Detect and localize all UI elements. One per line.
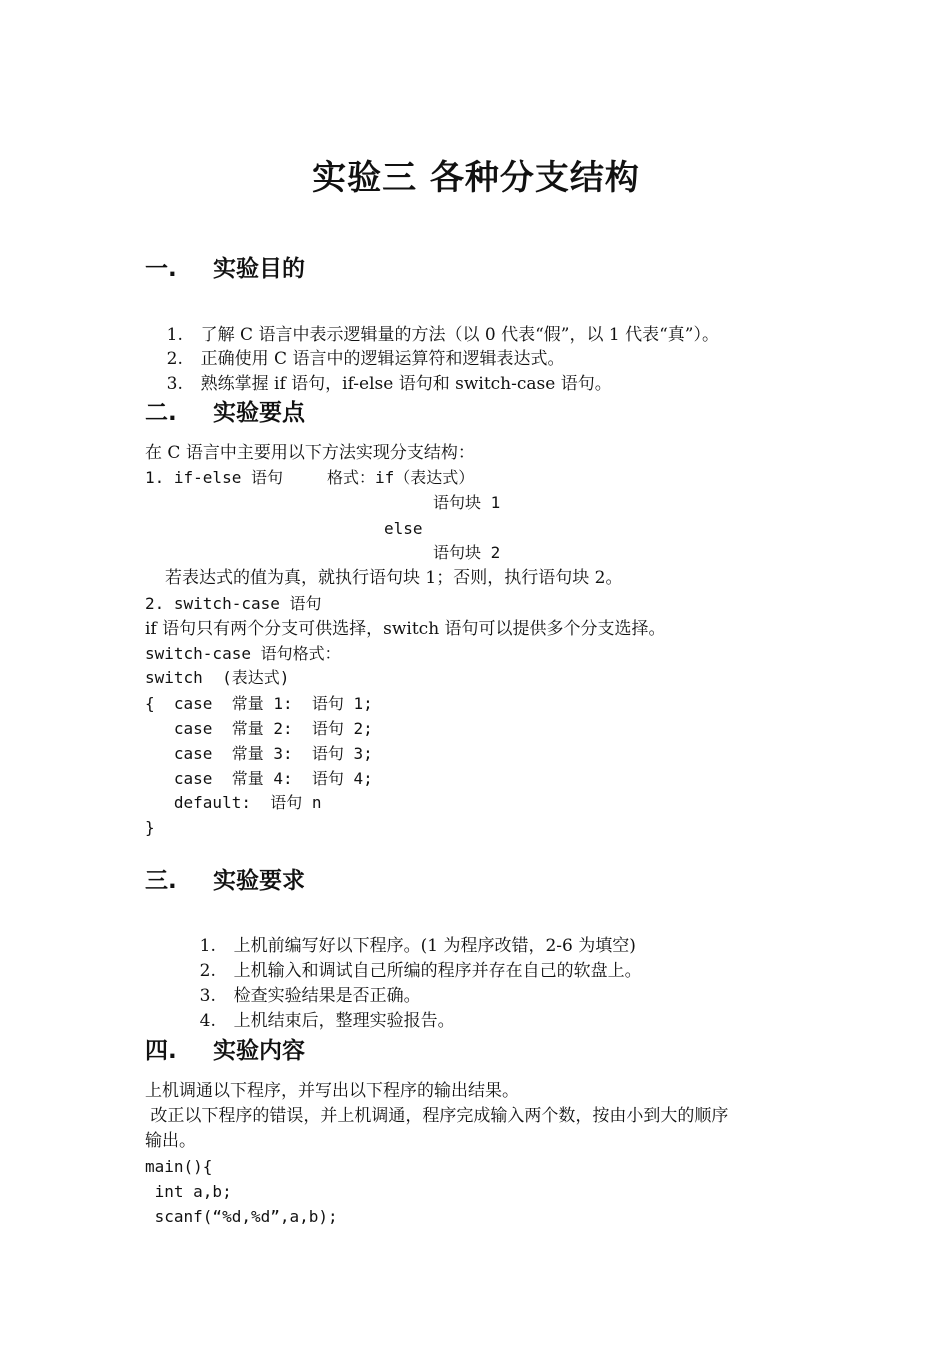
- section-2-heading: [145, 394, 305, 427]
- sec4-paragraph-2a: 改正以下程序的错误，并上机调通，程序完成输入两个数，按由小到大的顺序: [145, 1106, 729, 1126]
- sec1-item-1-text: 了解 C 语言中表示逻辑量的方法（以 0 代表“假”，以 1 代表“真”）。: [200, 325, 719, 345]
- switch-code-line: default: 语句 n: [145, 793, 322, 812]
- sec1-item-3-text: 熟练掌握 if 语句，if-else 语句和 switch-case 语句。: [200, 374, 612, 394]
- sec3-item-1-text: 上机前编写好以下程序。(1 为程序改错，2-6 为填空): [233, 936, 636, 956]
- sec4-paragraph-1: 上机调通以下程序，并写出以下程序的输出结果。: [145, 1081, 519, 1101]
- switch-code-line: { case 常量 1: 语句 1;: [145, 694, 373, 713]
- sec1-item-3-number: 3.: [166, 374, 183, 394]
- switch-format-label: switch-case 语句格式：: [145, 644, 341, 663]
- sec2-intro: 在 C 语言中主要用以下方法实现分支结构：: [145, 443, 475, 463]
- sec1-item-2-text: 正确使用 C 语言中的逻辑运算符和逻辑表达式。: [200, 349, 565, 369]
- sec3-item-3-number: 3.: [199, 986, 216, 1006]
- sec1-item-2-number: 2.: [166, 349, 183, 369]
- sec4-paragraph-2b: 输出。: [145, 1131, 196, 1151]
- sec3-item-1-number: 1.: [199, 936, 216, 956]
- switch-code-line: case 常量 3: 语句 3;: [145, 744, 373, 763]
- switch-code-line: }: [145, 818, 155, 837]
- switch-head: switch (表达式): [145, 668, 290, 687]
- sec4-code-line: scanf(“%d,%d”,a,b);: [145, 1207, 338, 1226]
- sec3-item-2-text: 上机输入和调试自己所编的程序并存在自己的软盘上。: [233, 961, 642, 981]
- section-3-heading: [145, 862, 305, 895]
- ifelse-else: else: [384, 519, 423, 538]
- section-4-number: 四.: [145, 1038, 177, 1064]
- section-1-title: 实验目的: [213, 256, 305, 282]
- sec1-item-1-number: 1.: [166, 325, 183, 345]
- sec3-item-3-text: 检查实验结果是否正确。: [233, 986, 421, 1006]
- sec4-code-line: int a,b;: [145, 1182, 232, 1201]
- ifelse-block-2: 语句块 2: [433, 543, 501, 562]
- sec4-code-line: main(){: [145, 1157, 213, 1176]
- sec3-item-4-number: 4.: [199, 1011, 216, 1031]
- ifelse-format: 格式：if（表达式）: [327, 468, 475, 487]
- switch-description: if 语句只有两个分支可供选择，switch 语句可以提供多个分支选择。: [145, 619, 666, 639]
- ifelse-label: 1. if-else 语句: [145, 468, 283, 487]
- switch-code-line: case 常量 2: 语句 2;: [145, 719, 373, 738]
- section-1-number: 一.: [145, 256, 177, 282]
- section-4-title: 实验内容: [213, 1038, 305, 1064]
- page-title: 实验三 各种分支结构: [312, 158, 640, 198]
- section-3-number: 三.: [145, 868, 177, 894]
- ifelse-description: 若表达式的值为真，就执行语句块 1；否则，执行语句块 2。: [165, 568, 623, 588]
- switch-label: 2. switch-case 语句: [145, 594, 322, 613]
- section-1-heading: [145, 250, 305, 283]
- sec3-item-2-number: 2.: [199, 961, 216, 981]
- section-3-title: 实验要求: [213, 868, 305, 894]
- sec3-item-4-text: 上机结束后，整理实验报告。: [233, 1011, 455, 1031]
- section-2-number: 二.: [145, 400, 177, 426]
- switch-code-line: case 常量 4: 语句 4;: [145, 769, 373, 788]
- ifelse-block-1: 语句块 1: [433, 493, 501, 512]
- section-2-title: 实验要点: [213, 400, 305, 426]
- section-4-heading: [145, 1032, 305, 1065]
